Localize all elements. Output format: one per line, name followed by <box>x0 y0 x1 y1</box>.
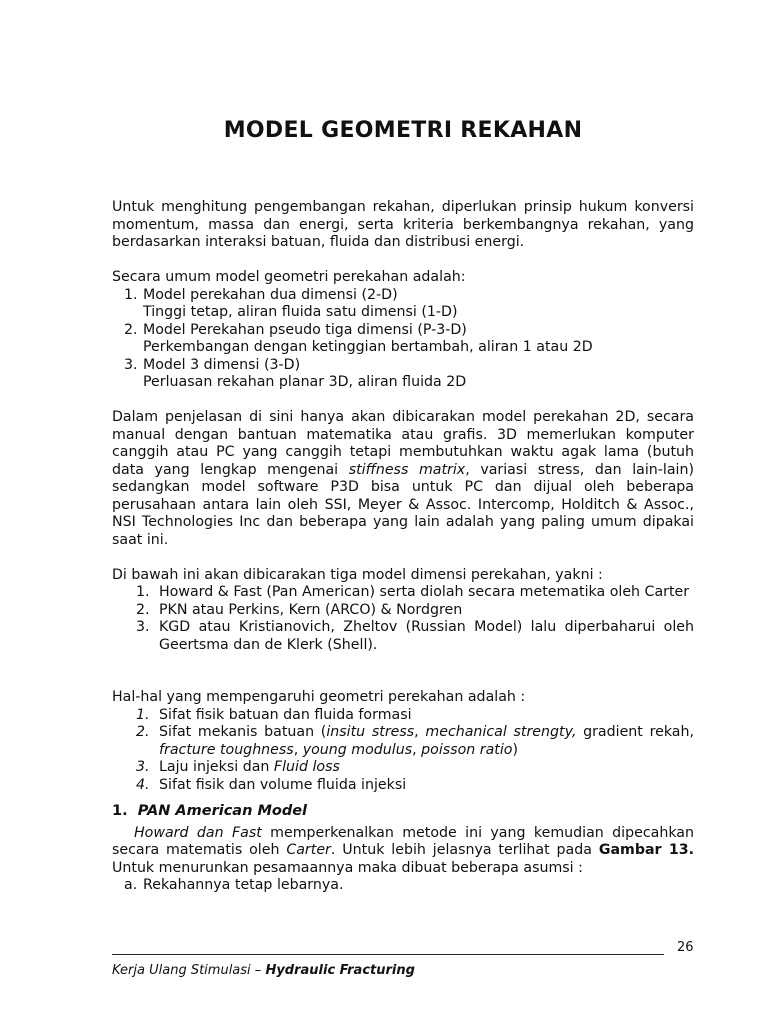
document-page <box>112 0 694 1024</box>
list-item: 4. Sifat fisik dan volume fluida injeksi <box>136 776 407 793</box>
list-item: 2. Sifat mekanis batuan (insitu stress, mechanical strengty, gradient rekah, fracture toughness, young modulus, poisson ratio) <box>136 724 694 758</box>
list-item: 3. KGD atau Kristianovich, Zheltov (Russian Model) lalu diperbaharui oleh Geertsma dan de Klerk (Shell). <box>136 619 694 653</box>
list-item-detail: Perkembangan dengan ketinggian bertambah, aliran 1 atau 2D <box>143 339 593 355</box>
list-item: 2. Model Perekahan pseudo tiga dimensi (P-3-D) <box>124 321 467 338</box>
list-item: 3. Laju injeksi dan Fluid loss <box>136 759 340 775</box>
page-number: 26 <box>677 940 694 955</box>
list-item: 2. PKN atau Perkins, Kern (ARCO) & Nordgren <box>136 601 463 618</box>
factors-lead: Hal-hal yang mempengaruhi geometri perekahan adalah : <box>112 689 526 705</box>
section-heading: 1. PAN American Model <box>112 803 308 819</box>
models-lead: Secara umum model geometri perekahan adalah: <box>112 269 466 285</box>
list-item: 1. Model perekahan dua dimensi (2-D) <box>124 286 398 303</box>
page-title: MODEL GEOMETRI REKAHAN <box>223 118 583 143</box>
list-item: a. Rekahannya tetap lebarnya. <box>124 877 344 893</box>
footer-divider <box>112 954 664 955</box>
running-footer: Kerja Ulang Stimulasi – Hydraulic Fracturing <box>112 963 415 978</box>
intro-paragraph: Untuk menghitung pengembangan rekahan, diperlukan prinsip hukum konversi momentum, massa dan energi, serta kriteria berkembangnya rekahan, yang berdasarkan interaksi batuan, fluida dan distribusi energi. <box>112 199 694 250</box>
list-item-detail: Tinggi tetap, aliran fluida satu dimensi (1-D) <box>143 304 458 320</box>
list-item: 1. Sifat fisik batuan dan fluida formasi <box>136 706 412 723</box>
list-item-detail: Perluasan rekahan planar 3D, aliran fluida 2D <box>143 374 467 390</box>
list-item: 1. Howard & Fast (Pan American) serta diolah secara metematika oleh Carter <box>136 584 690 600</box>
paragraph-2d-explanation: Dalam penjelasan di sini hanya akan dibicarakan model perekahan 2D, secara manual dengan bantuan matematika atau grafis. 3D memerlukan komputer canggih atau PC yang canggih tetapi membutuhkan waktu agak lama (butuh data yang lengkap mengenai stiffness matrix, variasi stress, dan lain-lain) sedangkan model software P3D bisa untuk PC dan dijual oleh beberapa perusahaan antara lain oleh SSI, Meyer & Assoc. Intercomp, Holditch & Assoc., NSI Technologies Inc dan beberapa yang lain adalah yang paling umum dipakai saat ini. <box>112 409 694 548</box>
list-item: 3. Model 3 dimensi (3-D) <box>124 356 301 373</box>
document-body <box>112 199 694 895</box>
section-paragraph: Howard dan Fast memperkenalkan metode ini yang kemudian dipecahkan secara matematis oleh Carter. Untuk lebih jelasnya terlihat pada Gambar 13. Untuk menurunkan pesamaannya maka dibuat beberapa asumsi : <box>112 824 694 876</box>
dims-lead: Di bawah ini akan dibicarakan tiga model dimensi perekahan, yakni : <box>112 566 603 583</box>
